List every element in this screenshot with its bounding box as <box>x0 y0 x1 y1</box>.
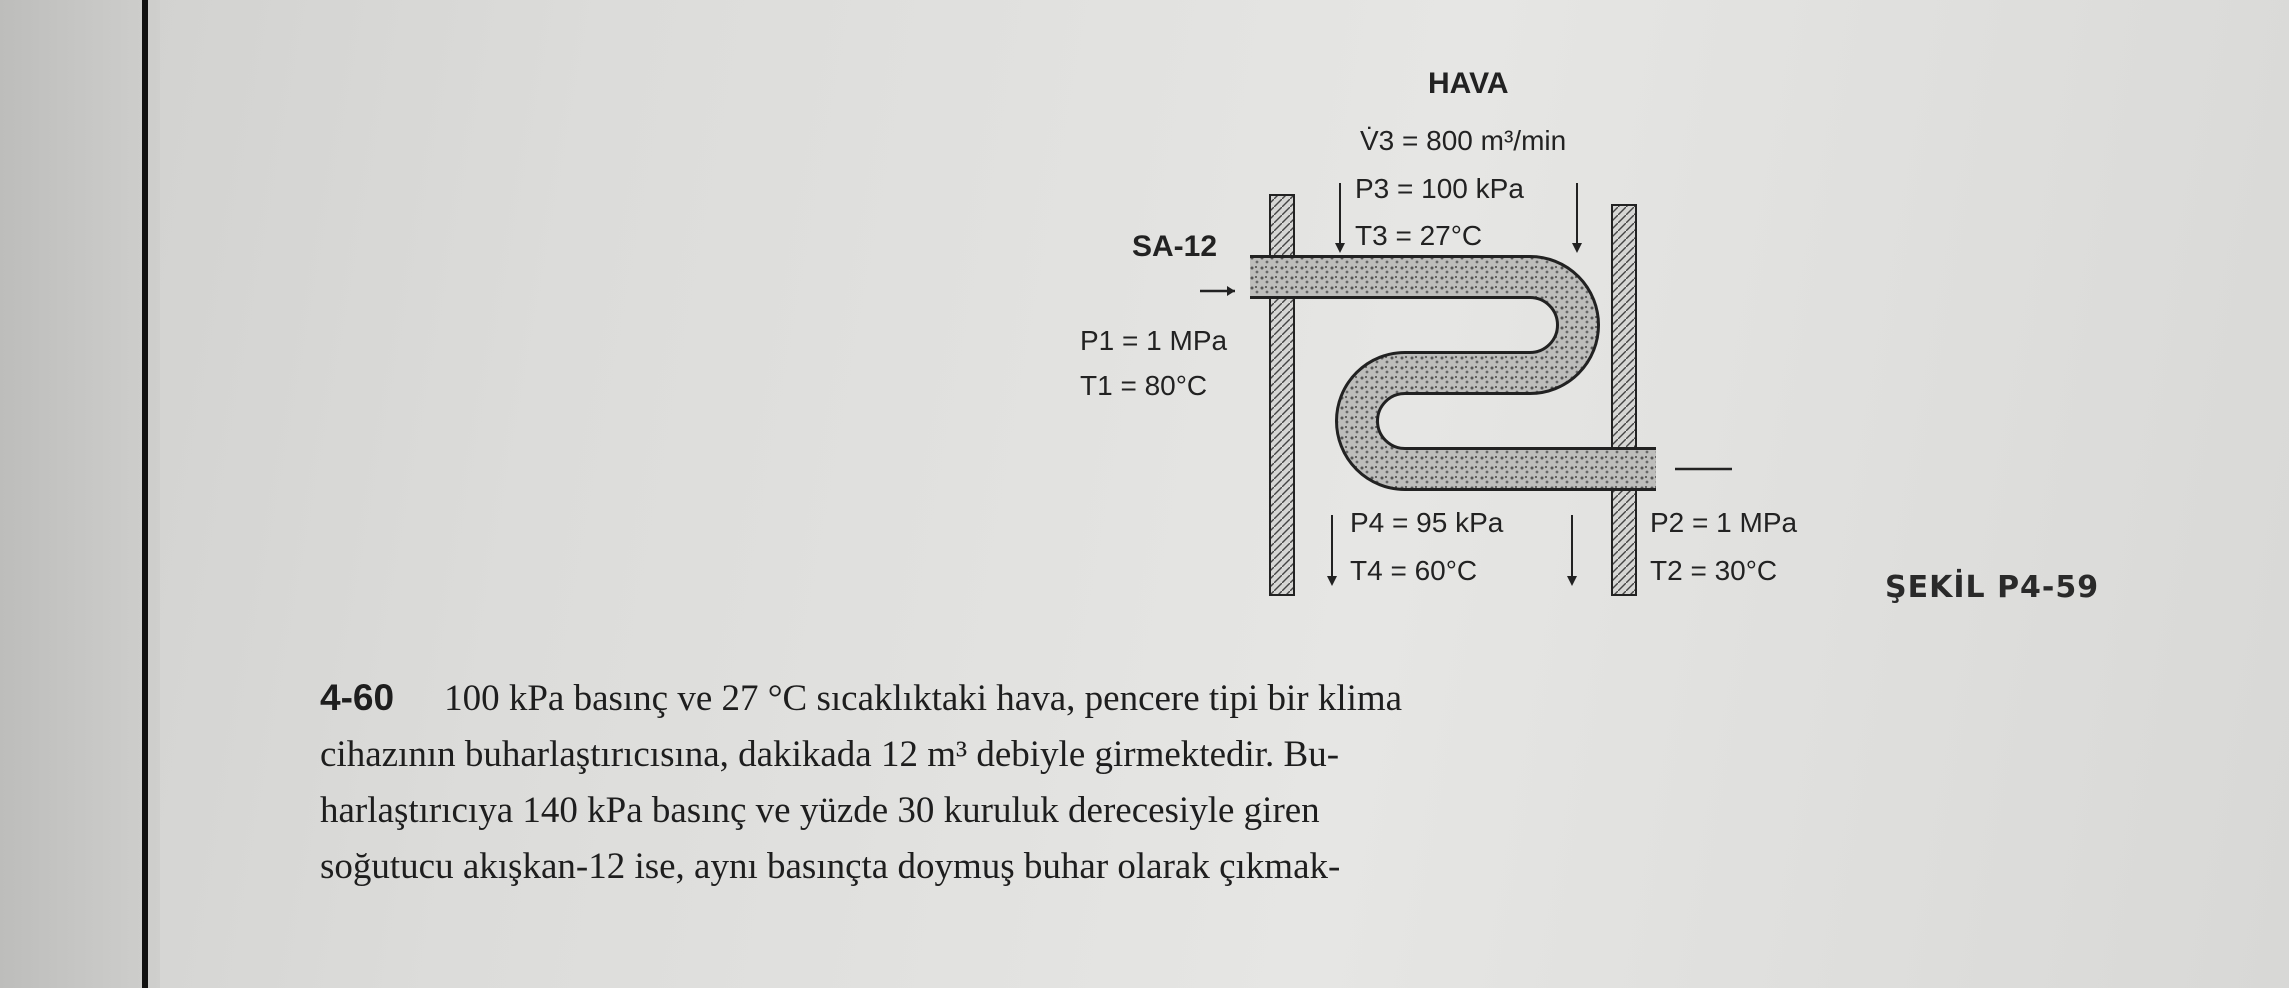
refrigerant-inlet-temp: T1 = 80°C <box>1080 370 1208 401</box>
problem-line-3: harlaştırıcıya 140 kPa basınç ve yüzde 30 kuruluk derecesiyle giren <box>320 790 1320 831</box>
refrigerant-inlet-pressure: P1 = 1 MPa <box>1080 325 1228 356</box>
problem-line-1-text: 100 kPa basınç ve 27 °C sıcaklıktaki hava, pencere tipi bir klima <box>444 678 1403 719</box>
refrigerant-outlet-temp: T2 = 30°C <box>1650 555 1778 586</box>
problem-text <box>320 670 1830 895</box>
refrigerant-outlet-pressure: P2 = 1 MPa <box>1650 507 1798 538</box>
right-duct-wall <box>1612 205 1636 595</box>
air-inlet-flow: V̇3 = 800 m³/min <box>1360 125 1567 156</box>
figure-heat-exchanger <box>1050 55 1950 615</box>
refrigerant-label: SA-12 <box>1132 230 1218 263</box>
problem-line-4: soğutucu akışkan-12 ise, aynı basınçta doymuş buhar olarak çıkmak- <box>320 846 1341 887</box>
air-outlet-temp: T4 = 60°C <box>1350 555 1478 586</box>
problem-line-2: cihazının buharlaştırıcısına, dakikada 12 m³ debiyle girmektedir. Bu- <box>320 734 1340 775</box>
air-inlet-pressure: P3 = 100 kPa <box>1355 173 1524 204</box>
problem-line-1 <box>320 670 1830 727</box>
air-inlet-temp: T3 = 27°C <box>1355 220 1483 251</box>
figure-caption: ŞEKİL P4-59 <box>1885 570 2100 605</box>
binding-line <box>142 0 148 988</box>
problem-number: 4-60 <box>320 677 395 718</box>
air-outlet-pressure: P4 = 95 kPa <box>1350 507 1504 538</box>
page-edge <box>0 0 160 988</box>
air-label: HAVA <box>1428 67 1509 100</box>
